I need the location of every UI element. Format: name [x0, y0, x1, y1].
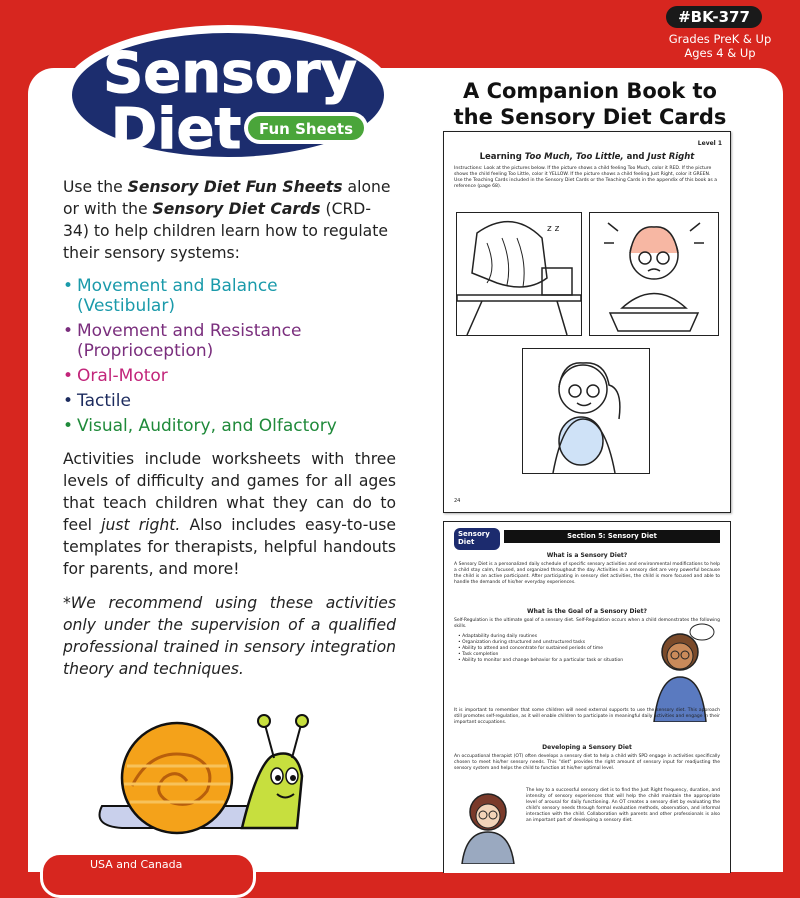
sensory-systems-list	[63, 276, 396, 436]
activities-text-2: Also includes easy-to-use templates for therapists, helpful handouts for parents, and more!	[63, 516, 397, 578]
mini-logo	[454, 528, 500, 550]
activities-text-1: Activities include worksheets with three levels of difficulty and games for all ages that teach children what they can do to feel	[63, 450, 396, 534]
bullet-dot: •	[63, 321, 74, 341]
activities-paragraph	[63, 448, 396, 580]
section-page-sample	[443, 521, 731, 873]
grade-range	[640, 32, 800, 60]
list-item: • Task completion	[458, 652, 626, 658]
level-label: Level 1	[697, 140, 722, 147]
overwhelmed-child-drawing	[590, 213, 718, 335]
logo-fun-sheets: Fun Sheets	[258, 120, 354, 138]
list-item-text: Movement and Balance	[77, 276, 278, 296]
list-item-text: Visual, Auditory, and Olfactory	[77, 416, 337, 436]
bullet-dot: •	[63, 276, 74, 296]
companion-heading	[440, 78, 740, 130]
list-item-text: Tactile	[77, 391, 131, 411]
companion-heading-line1: A Companion Book to	[463, 79, 717, 103]
svg-text:z z: z z	[547, 224, 560, 234]
calm-child-drawing	[523, 349, 649, 473]
list-item-subtext: (Vestibular)	[77, 296, 175, 316]
page-number: 24	[454, 498, 461, 504]
heading-goal: What is the Goal of a Sensory Diet?	[527, 608, 647, 615]
worksheet-title	[444, 152, 730, 162]
list-item	[63, 416, 396, 436]
worksheet-title-part: and	[623, 152, 648, 162]
paragraph-key-success: The key to a successful sensory diet is to find the Just Right frequency, duration, and intensity of sensory experiences that will help the child maintain the appropriate level of arousal for daily functioning. An OT creates a sensory diet by evaluating the child's sensory needs through formal evaluation methods, observation, and informal interaction with the child. Collaboration with parents and other professionals is also an important part of developing a sensory diet.	[526, 788, 720, 823]
thinking-child-drawing	[644, 622, 716, 722]
paragraph-ot: An occupational therapist (OT) often develops a sensory diet to help a child with SPD engage in activities specifically chosen to meet his/her sensory needs. This "diet" provides the right amount of sensory input for readjusting the sensory system and helps the child to function at his/her optimal level.	[454, 754, 720, 771]
heading-what-is: What is a Sensory Diet?	[546, 552, 628, 559]
worksheet-title-italic: Just Right	[647, 152, 695, 162]
snail-illustration	[92, 706, 322, 836]
child-with-glasses-drawing	[456, 784, 520, 864]
list-item	[63, 321, 396, 361]
list-item-text: Oral-Motor	[77, 366, 168, 386]
sleepy-child-drawing	[457, 213, 581, 335]
intro-bold-cards: Sensory Diet Cards	[152, 200, 321, 218]
list-item-text: Movement and Resistance	[77, 321, 302, 341]
logo-word-sensory: Sensory	[102, 41, 358, 106]
intro-text-2: alone or with the	[63, 178, 391, 218]
paragraph-what-is: A Sensory Diet is a personalized daily schedule of specific sensory activities and environmental modifications to help a child stay calm, focused, and organized throughout the day. Activities in a sensory diet are very powerful because the child is an active participant. After participating in sensory diet activities, the child is more focused and able to handle the demands of his/her everyday experiences.	[454, 562, 720, 585]
list-item	[63, 276, 396, 316]
companion-heading-line2: the Sensory Diet Cards	[453, 105, 727, 129]
picture-frame-overwhelmed-child	[589, 212, 719, 336]
bullet-dot: •	[63, 366, 74, 386]
worksheet-title-italic: Too Much, Too Little,	[524, 152, 624, 162]
skills-list	[458, 634, 626, 664]
picture-frame-calm-child	[522, 348, 650, 474]
supervision-note: *We recommend using these activities only under the supervision of a qualified professional trained in sensory integration theory and techniques.	[63, 594, 396, 678]
product-code-badge: #BK-377	[666, 6, 762, 28]
intro-text-1: Use the	[63, 178, 128, 196]
worksheet-instructions: Instructions: Look at the pictures below. If the picture shows a child feeling Too Much, color it RED. If the picture shows the child feeling Too Little, color it YELLOW. If the picture shows a child feeling Just Right, color it GREEN. Use the Teaching Cards included in the Sensory Diet Cards or the Teaching Cards in the appendix of this book as a reference (page 68).	[454, 166, 718, 189]
intro-bold-fun-sheets: Sensory Diet Fun Sheets	[127, 178, 343, 196]
mini-logo-line2: Diet	[458, 538, 475, 546]
list-item: • Adaptability during daily routines	[458, 634, 626, 640]
bullet-dot: •	[63, 416, 74, 436]
intro-paragraph	[63, 176, 396, 264]
picture-frame-sleepy-child	[456, 212, 582, 336]
heading-developing: Developing a Sensory Diet	[542, 744, 632, 751]
bullet-dot: •	[63, 391, 74, 411]
list-item: • Ability to monitor and change behavior for a particular task or situation	[458, 658, 626, 664]
grade-line: Grades PreK & Up	[668, 32, 772, 46]
section-title-bar: Section 5: Sensory Diet	[504, 530, 720, 543]
mini-logo-line1: Sensory	[458, 530, 490, 538]
list-item-subtext: (Proprioception)	[77, 341, 214, 361]
list-item: • Ability to attend and concentrate for sustained periods of time	[458, 646, 626, 652]
worksheet-title-part: Learning	[479, 152, 525, 162]
description-column	[63, 176, 396, 680]
age-line: Ages 4 & Up	[684, 46, 756, 60]
sensory-diet-logo	[58, 20, 398, 170]
worksheet-sample	[443, 131, 731, 513]
logo-word-diet: Diet	[110, 97, 242, 162]
paragraph-goal: Self-Regulation is the ultimate goal of a sensory diet. Self-Regulation occurs when a child demonstrates the following skills.	[454, 618, 720, 629]
list-item: • Organization during structured and unstructured tasks	[458, 640, 626, 646]
intro-text-3: (CRD-34) to help children learn how to regulate their sensory systems:	[63, 200, 388, 262]
paragraph-external-supports: It is important to remember that some children will need external supports to use the sensory diet. This approach still promotes self-regulation, as it will enable children to participate in meaningful daily activities and engage in their important occupations.	[454, 708, 720, 725]
section-header	[454, 528, 720, 544]
list-item	[63, 366, 396, 386]
region-label: USA and Canada	[90, 858, 183, 871]
activities-italic: just right.	[101, 516, 181, 534]
list-item	[63, 391, 396, 411]
